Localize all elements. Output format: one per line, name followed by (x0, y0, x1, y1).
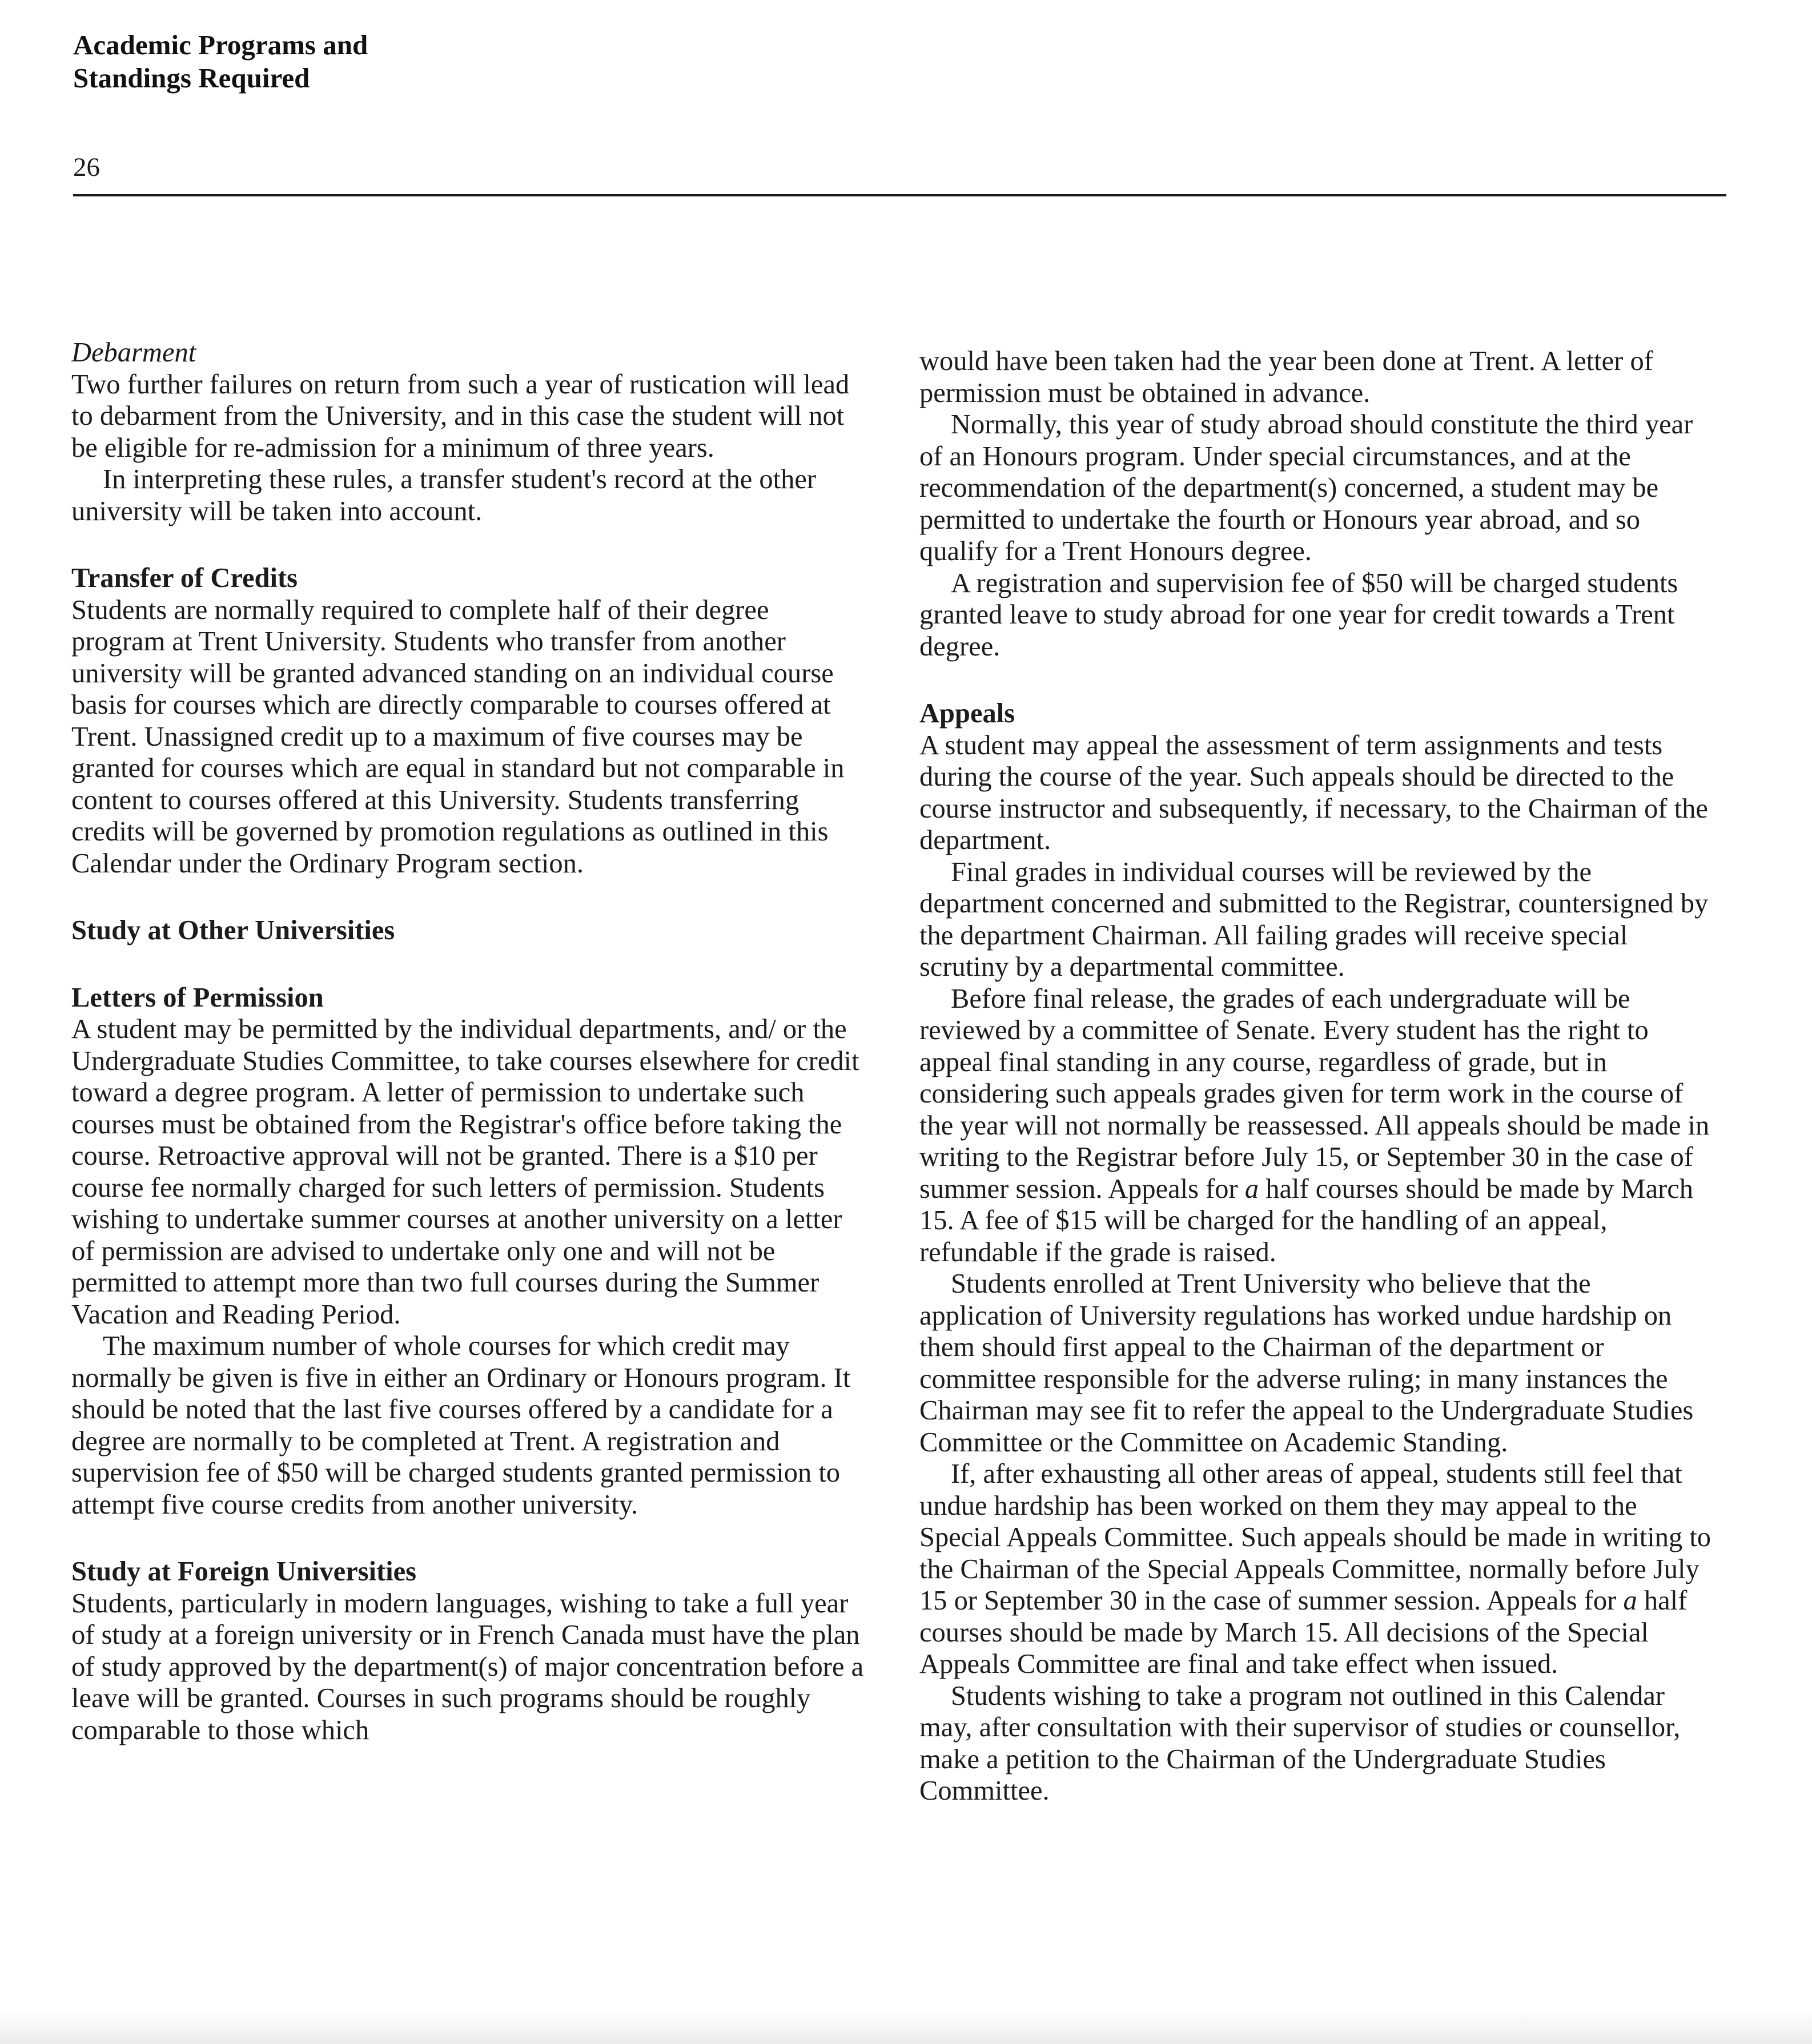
foreign-continued-paragraph-1: would have been taken had the year been done at Trent. A letter of permission must be obtained in advance. (919, 346, 1653, 408)
appeals-paragraph-3 (919, 983, 1716, 1269)
transfer-of-credits-heading: Transfer of Credits (71, 563, 298, 593)
letters-of-permission-paragraph-2: The maximum number of whole courses for which credit may normally be given is five in either an Ordinary or Honours program. It should be noted that the last five courses offered by a candidate for a degree are normally to be completed at Trent. A registration and supervision fee of $50 will be charged students granted permission to attempt five course credits from another university. (71, 1331, 851, 1520)
right-column (919, 345, 1716, 1807)
page-number: 26 (73, 152, 100, 182)
appeals-paragraph-5-italic: a (1623, 1586, 1637, 1616)
debarment-heading: Debarment (71, 337, 196, 368)
appeals-paragraph-5-part-a: If, after exhausting all other areas of appeal, students still feel that undue hardship has been worked on them they may appeal to the Special Appeals Committee. Such appeals should be made in writing to the Chairman of the Special Appeals Committee, normally before July 15 or September 30 in the case of summer session. Appeals for (919, 1459, 1711, 1616)
appeals-paragraph-4: Students enrolled at Trent University who believe that the application of University regulations has worked undue hardship on them should first appeal to the Chairman of the department or committee responsible for the adverse ruling; in many instances the Chairman may see fit to refer the appeal to the Undergraduate Studies Committee or the Committee on Academic Standing. (919, 1269, 1694, 1458)
letters-of-permission-heading: Letters of Permission (71, 982, 324, 1013)
study-foreign-universities-paragraph: Students, particularly in modern languages, wishing to take a full year of study at a foreign university or in French Canada must have the plan of study approved by the department(s) of major concentration before a leave will be granted. Courses in such programs should be roughly comparable to those which (71, 1588, 864, 1745)
header-title-line-2: Standings Required (73, 62, 310, 94)
study-foreign-universities-heading: Study at Foreign Universities (71, 1556, 417, 1587)
appeals-heading: Appeals (919, 698, 1015, 729)
page-bottom-edge (0, 2010, 1812, 2044)
appeals-paragraph-2: Final grades in individual courses will be reviewed by the department concerned and submitted to the Registrar, countersigned by the department Chairman. All failing grades will receive special scrutiny by a departmental committee. (919, 856, 1709, 982)
appeals-paragraph-3-part-b: half courses should be made by March 15. A fee of $15 will be charged for the handling of an appeal, refundable if the grade is raised. (919, 1173, 1694, 1268)
letters-of-permission-paragraph-1: A student may be permitted by the individual departments, and/ or the Undergraduate Studies Committee, to take courses elsewhere for credit toward a degree program. A letter of permission to undertake such courses must be obtained from the Registrar's office before taking the course. Retroactive approval will not be granted. There is a $10 per course fee normally charged for such letters of permission. Students wishing to undertake summer courses at another university on a letter of permission are advised to undertake only one and will not be permitted to attempt more than two full courses during the Summer Vacation and Reading Period. (71, 1014, 859, 1330)
appeals-paragraph-1: A student may appeal the assessment of term assignments and tests during the course of the year. Such appeals should be directed to the course instructor and subsequently, if necessary, to the Chairman of the department. (919, 730, 1708, 855)
foreign-continued-paragraph-2: Normally, this year of study abroad should constitute the third year of an Honours program. Under special circumstances, and at the recommendation of the department(s) concerned, a student may be permitted to undertake the fourth or Honours year abroad, and so qualify for a Trent Honours degree. (919, 409, 1693, 566)
header-title-line-1: Academic Programs and (73, 29, 368, 61)
study-other-universities-heading: Study at Other Universities (71, 915, 395, 945)
page-header-title (73, 29, 368, 95)
debarment-paragraph-2: In interpreting these rules, a transfer student's record at the other university will be taken into account. (71, 464, 817, 526)
left-column (71, 337, 868, 1746)
appeals-paragraph-3-part-a: Before final release, the grades of each undergraduate will be reviewed by a committee of Senate. Every student has the right to appeal final standing in any course, regardless of grade, but in considering such appeals grades given for term work in the course of the year will not normally be reassessed. All appeals should be made in writing to the Registrar before July 15, or September 30 in the case of summer session. Appeals for (919, 983, 1710, 1204)
foreign-continued-paragraph-3: A registration and supervision fee of $50 will be charged students granted leave to study abroad for one year for credit towards a Trent degree. (919, 568, 1678, 662)
transfer-of-credits-paragraph: Students are normally required to complete half of their degree program at Trent University. Students who transfer from another university will be granted advanced standing on an individual course basis for courses which are directly comparable to courses offered at Trent. Unassigned credit up to a maximum of five courses may be granted for courses which are equal in standard but not comparable in content to courses offered at this University. Students transferring credits will be governed by promotion regulations as outlined in this Calendar under the Ordinary Program section. (71, 594, 845, 879)
appeals-paragraph-6: Students wishing to take a program not outlined in this Calendar may, after consultation with their supervisor of studies or counsellor, make a petition to the Chairman of the Undergraduate Studies Committee. (919, 1680, 1681, 1806)
appeals-paragraph-3-italic: a (1244, 1173, 1259, 1204)
debarment-paragraph-1: Two further failures on return from such a year of rustication will lead to debarment from the University, and in this case the student will not be eligible for re-admission for a minimum of three years. (71, 369, 850, 463)
appeals-paragraph-5 (919, 1458, 1716, 1680)
header-divider (73, 194, 1726, 196)
appeals-paragraph-5-part-b: half courses should be made by March 15. All decisions of the Special Appeals Committee are final and take effect when issued. (919, 1586, 1688, 1679)
